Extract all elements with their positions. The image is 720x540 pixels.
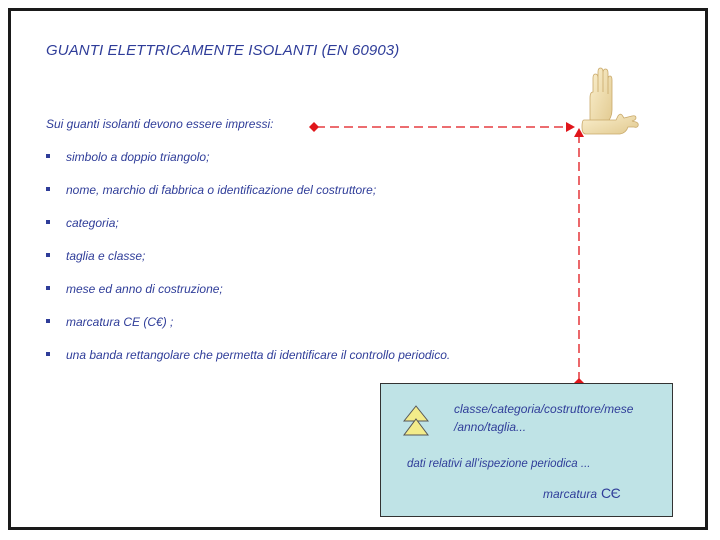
bullet-text: categoria; bbox=[66, 216, 119, 230]
bullet-marker bbox=[46, 220, 50, 224]
slide-title: GUANTI ELETTRICAMENTE ISOLANTI (EN 60903) bbox=[46, 42, 400, 59]
inspection-info-line: dati relativi all’ispezione periodica ... bbox=[407, 458, 591, 470]
bullet-marker bbox=[46, 319, 50, 323]
bullet-marker bbox=[46, 352, 50, 356]
bullet-marker bbox=[46, 253, 50, 257]
ce-marking-label: marcatura bbox=[543, 487, 598, 501]
bullet-text: una banda rettangolare che permetta di identificare il controllo periodico. bbox=[66, 348, 451, 362]
marking-info-line: classe/categoria/costruttore/mese bbox=[454, 402, 634, 416]
bullet-text: simbolo a doppio triangolo; bbox=[66, 150, 210, 164]
bullet-text: nome, marchio di fabbrica o identificazione del costruttore; bbox=[66, 183, 377, 197]
info-box bbox=[380, 383, 673, 517]
marking-info-line: /anno/taglia... bbox=[454, 420, 527, 434]
bullet-marker bbox=[46, 286, 50, 290]
insulating-glove-icon bbox=[580, 66, 640, 140]
bullet-text: taglia e classe; bbox=[66, 249, 146, 263]
ce-mark: CЄ bbox=[601, 485, 621, 501]
ce-marking-line bbox=[543, 485, 620, 501]
bullet-marker bbox=[46, 187, 50, 191]
intro-text: Sui guanti isolanti devono essere impressi: bbox=[46, 117, 274, 131]
bullet-text: marcatura CE (C€) ; bbox=[66, 315, 174, 329]
double-triangle-icon bbox=[403, 405, 429, 437]
bullet-marker bbox=[46, 154, 50, 158]
bullet-text: mese ed anno di costruzione; bbox=[66, 282, 223, 296]
